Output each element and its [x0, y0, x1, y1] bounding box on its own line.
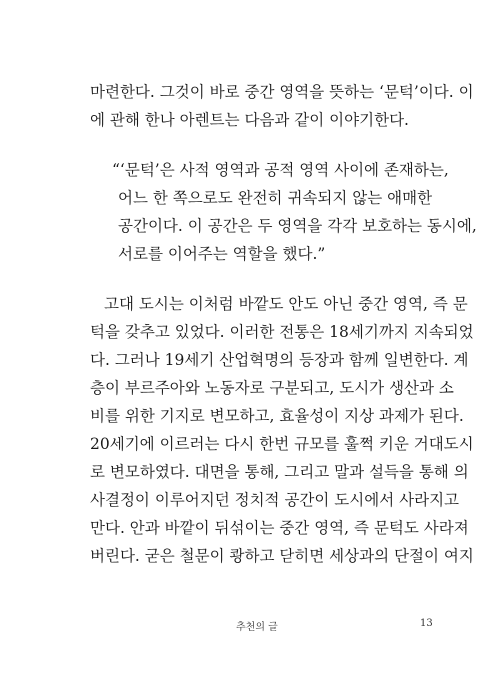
body-text-line: 고대 도시는 이처럼 바깥도 안도 아닌 중간 영역, 즉 문	[104, 295, 468, 313]
body-text-line: 에 관해 한나 아렌트는 다음과 같이 이야기한다.	[90, 111, 409, 129]
quote-line: 서로를 이어주는 역할을 했다.”	[118, 245, 326, 263]
quote-line: 어느 한 쪽으로도 완전히 귀속되지 않는 애매한	[118, 189, 433, 207]
running-footer-title: 추천의 글	[236, 622, 278, 633]
body-text-line: 만다. 안과 바깥이 뒤섞이는 중간 영역, 즉 문턱도 사라져	[90, 519, 469, 537]
body-text-line: 20세기에 이르러는 다시 한번 규모를 훌쩍 키운 거대도시	[90, 435, 474, 453]
body-text-line: 마련한다. 그것이 바로 중간 영역을 뜻하는 ‘문턱’이다. 이	[90, 83, 474, 101]
body-text-line: 턱을 갖추고 있었다. 이러한 전통은 18세기까지 지속되었	[90, 323, 474, 341]
page-number: 13	[420, 618, 433, 629]
quote-line: “‘문턱’은 사적 영역과 공적 영역 사이에 존재하는,	[112, 161, 449, 179]
body-text-line: 사결정이 이루어지던 정치적 공간이 도시에서 사라지고	[90, 491, 460, 509]
body-text-line: 로 변모하였다. 대면을 통해, 그리고 말과 설득을 통해 의	[90, 463, 469, 481]
quote-line: 공간이다. 이 공간은 두 영역을 각각 보호하는 동시에,	[118, 217, 477, 235]
body-text-line: 비를 위한 기지로 변모하고, 효율성이 지상 과제가 된다.	[90, 407, 464, 425]
body-text-line: 층이 부르주아와 노동자로 구분되고, 도시가 생산과 소	[90, 379, 454, 397]
body-text-line: 다. 그러나 19세기 산업혁명의 등장과 함께 일변한다. 계	[90, 351, 469, 369]
body-text-line: 버린다. 굳은 철문이 쾅하고 닫히면 세상과의 단절이 여지	[90, 547, 474, 565]
